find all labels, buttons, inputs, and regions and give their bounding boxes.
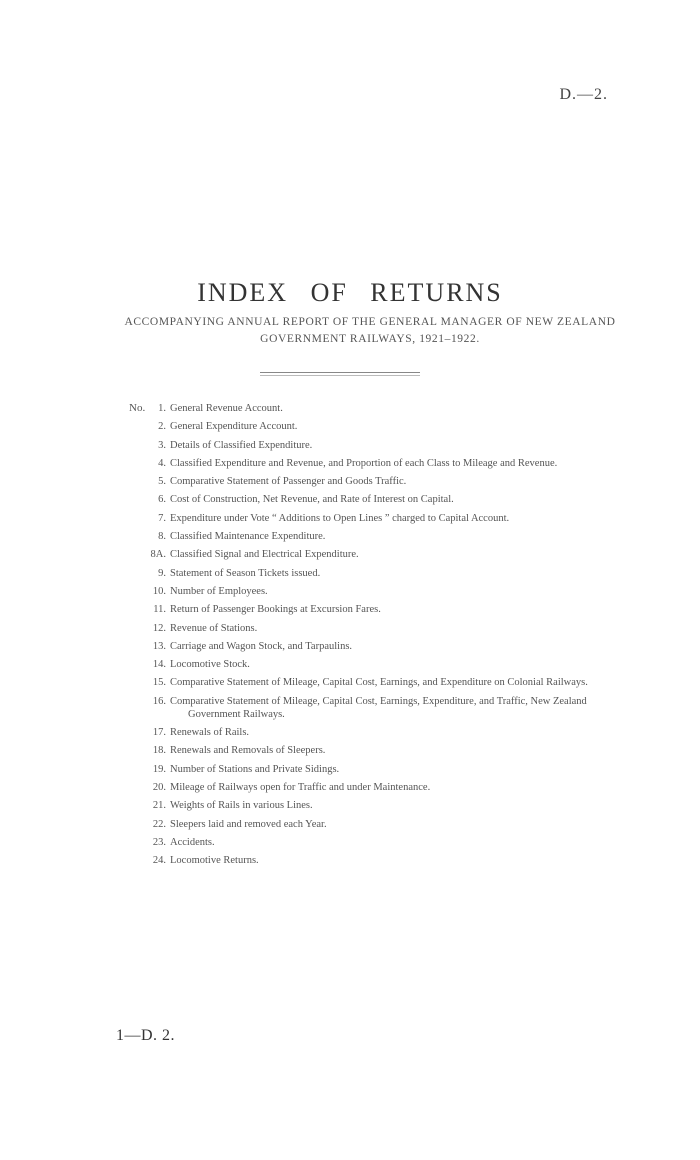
- item-text: General Expenditure Account.: [170, 421, 298, 433]
- list-item: [146, 622, 626, 635]
- list-item: [146, 695, 626, 721]
- item-number: 12.: [152, 622, 166, 634]
- item-number: 4.: [158, 457, 166, 469]
- divider-rule: [260, 372, 420, 376]
- list-item: [146, 439, 626, 452]
- list-item: [146, 726, 626, 739]
- item-text: Revenue of Stations.: [170, 622, 258, 634]
- item-number: 7.: [158, 512, 166, 524]
- subtitle-line-1: ACCOMPANYING ANNUAL REPORT OF THE GENERAL MANAGER OF NEW ZEALAND: [124, 316, 616, 328]
- item-number: 8.: [158, 531, 166, 543]
- list-item: [146, 420, 626, 433]
- item-number: 18.: [152, 745, 166, 757]
- item-number: 3.: [158, 439, 166, 451]
- item-text: Sleepers laid and removed each Year.: [170, 818, 327, 830]
- list-item: [146, 548, 626, 561]
- item-number: 19.: [152, 763, 166, 775]
- item-text-continuation: Government Railways.: [188, 708, 285, 720]
- item-text: Weights of Rails in various Lines.: [170, 800, 313, 812]
- list-item: [146, 763, 626, 776]
- item-number: 6.: [158, 494, 166, 506]
- list-item: [146, 585, 626, 598]
- subtitle: [90, 314, 650, 348]
- item-text: Classified Expenditure and Revenue, and Proportion of each Class to Mileage and Revenue.: [170, 457, 558, 469]
- item-number: 24.: [152, 855, 166, 867]
- returns-list: [146, 402, 626, 872]
- item-text: General Revenue Account.: [170, 403, 283, 414]
- item-number: 5.: [158, 476, 166, 488]
- item-number: 1.: [158, 403, 166, 414]
- item-text: Renewals of Rails.: [170, 727, 250, 739]
- page-title: INDEX OF RETURNS: [197, 278, 503, 307]
- list-item: [146, 457, 626, 470]
- item-number: 22.: [152, 818, 166, 830]
- item-text: Cost of Construction, Net Revenue, and Rate of Interest on Capital.: [170, 494, 454, 506]
- item-number: 2.: [158, 421, 166, 433]
- list-item: [146, 512, 626, 525]
- item-text: Statement of Season Tickets issued.: [170, 567, 321, 579]
- item-text: Locomotive Returns.: [170, 855, 259, 867]
- list-item: [146, 530, 626, 543]
- document-reference: D.—2.: [559, 86, 608, 103]
- item-text: Return of Passenger Bookings at Excursion Fares.: [170, 604, 381, 616]
- item-text: Carriage and Wagon Stock, and Tarpaulins.: [170, 640, 353, 652]
- item-number: 16.: [152, 695, 166, 707]
- list-item: [146, 781, 626, 794]
- item-text: Accidents.: [170, 836, 215, 848]
- item-number: 23.: [152, 836, 166, 848]
- item-number: 11.: [153, 604, 166, 616]
- list-item: [146, 658, 626, 671]
- item-text: Number of Stations and Private Sidings.: [170, 763, 340, 775]
- list-item: [146, 567, 626, 580]
- footer-reference: 1—D. 2.: [116, 1027, 176, 1044]
- item-text: Number of Employees.: [170, 585, 268, 597]
- item-text: Classified Signal and Electrical Expenditure.: [170, 549, 359, 561]
- item-text: Mileage of Railways open for Traffic and under Maintenance.: [170, 781, 431, 793]
- list-item: [146, 475, 626, 488]
- list-item: [146, 676, 626, 689]
- item-text: Comparative Statement of Mileage, Capital Cost, Earnings, Expenditure, and Traffic, New Zealand: [170, 695, 587, 707]
- item-text: Renewals and Removals of Sleepers.: [170, 745, 326, 757]
- list-label: No.: [129, 402, 146, 414]
- item-number: 9.: [158, 567, 166, 579]
- item-number: 20.: [152, 781, 166, 793]
- subtitle-line-2: GOVERNMENT RAILWAYS, 1921–1922.: [260, 333, 480, 345]
- list-item: [146, 744, 626, 757]
- item-text: Classified Maintenance Expenditure.: [170, 531, 326, 543]
- item-number: 13.: [152, 640, 166, 652]
- item-number: 15.: [152, 677, 166, 689]
- item-text: Locomotive Stock.: [170, 659, 250, 671]
- item-text: Expenditure under Vote “ Additions to Open Lines ” charged to Capital Account.: [170, 512, 510, 524]
- list-item: [146, 836, 626, 849]
- item-text: Details of Classified Expenditure.: [170, 439, 313, 451]
- item-number: 14.: [152, 659, 166, 671]
- item-text: Comparative Statement of Mileage, Capital Cost, Earnings, and Expenditure on Colonial Railways.: [170, 677, 588, 689]
- list-item: [146, 603, 626, 616]
- item-text: Comparative Statement of Passenger and Goods Traffic.: [170, 476, 407, 488]
- list-item: [146, 799, 626, 812]
- list-item: [146, 640, 626, 653]
- list-item: [146, 854, 626, 867]
- list-item: [146, 818, 626, 831]
- item-number: 21.: [152, 800, 166, 812]
- list-item: [146, 402, 626, 415]
- item-number: 10.: [152, 585, 166, 597]
- item-number: 17.: [152, 727, 166, 739]
- item-number: 8A.: [150, 549, 166, 561]
- list-item: [146, 493, 626, 506]
